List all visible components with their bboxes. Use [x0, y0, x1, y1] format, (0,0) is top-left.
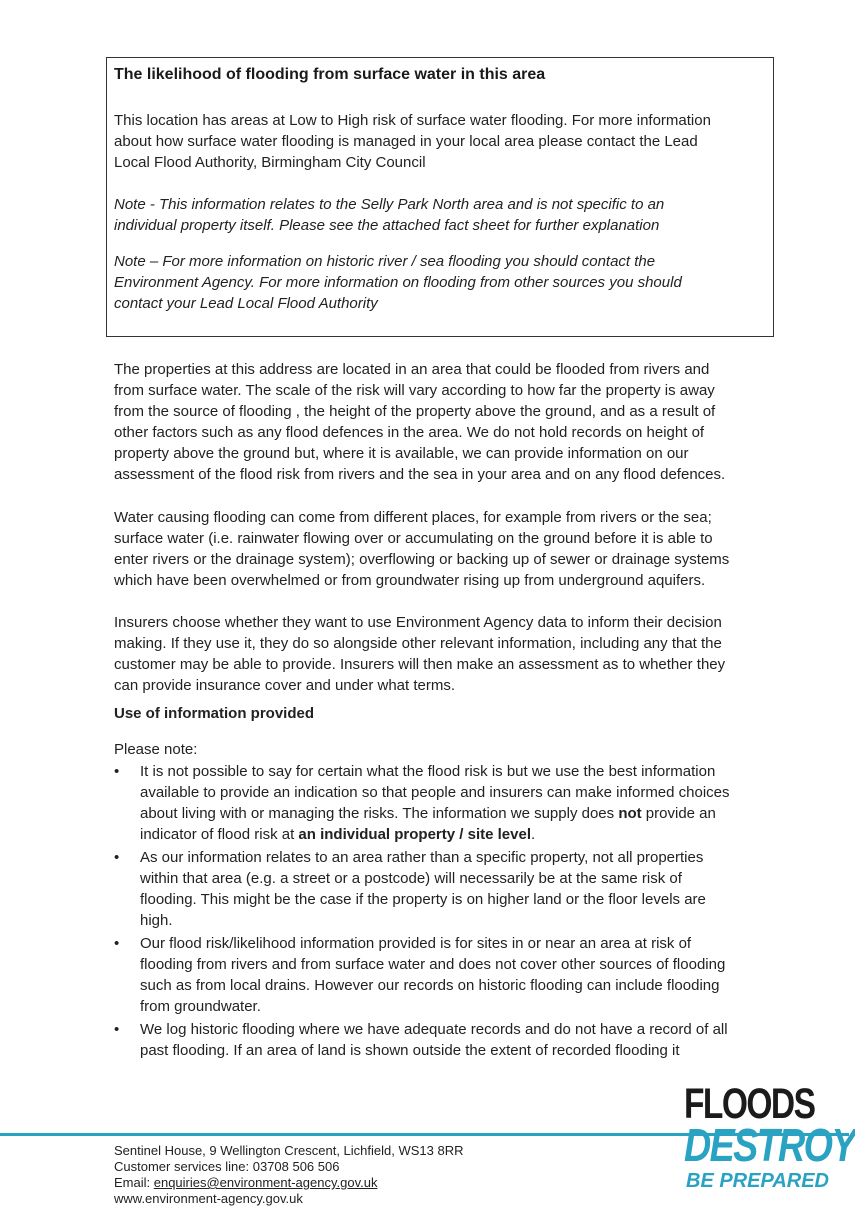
footer-email-line: [114, 1175, 464, 1191]
paragraph-flood-risk: [114, 359, 774, 485]
text-run: provide an: [641, 805, 716, 822]
text-line: enter rivers or the drainage system); overflowing or backing up of sewer or drainage systems: [114, 551, 730, 568]
text-line: high.: [140, 912, 173, 929]
text-line: from groundwater.: [140, 998, 261, 1015]
text-line: past flooding. If an area of land is shown outside the extent of recorded flooding it: [140, 1042, 680, 1059]
logo-line-3: BE PREPARED: [686, 1170, 829, 1192]
bullet-icon: •: [114, 763, 120, 780]
list-item: [114, 847, 774, 931]
email-label: Email:: [114, 1175, 154, 1190]
box-paragraph: [114, 110, 774, 173]
floods-destroy-logo: [684, 1080, 855, 1200]
text-line: available to provide an indication so that people and insurers can make informed choices: [140, 784, 730, 801]
bold-text: an individual property / site level: [298, 826, 531, 843]
text-line: contact your Lead Local Flood Authority: [114, 295, 378, 312]
text-line: assessment of the flood risk from rivers and the sea in your area and on any flood defences.: [114, 466, 726, 483]
footer-contact: [114, 1143, 464, 1207]
text-line: [140, 803, 774, 824]
text-line: flooding from rivers and from surface water and does not cover other sources of flooding: [140, 956, 726, 973]
list-item: [114, 761, 774, 845]
paragraph-water-sources: [114, 507, 774, 591]
text-line: [140, 824, 774, 845]
text-line: Our flood risk/likelihood information provided is for sites in or near an area at risk of: [140, 935, 692, 952]
text-line: The properties at this address are located in an area that could be flooded from rivers and: [114, 361, 710, 378]
email-link[interactable]: enquiries@environment-agency.gov.uk: [153, 1175, 378, 1190]
logo-line-2: DESTROY: [684, 1119, 855, 1171]
text-line: It is not possible to say for certain what the flood risk is but we use the best information: [140, 763, 716, 780]
list-item: [114, 1019, 774, 1061]
text-line: As our information relates to an area rather than a specific property, not all properties: [140, 849, 704, 866]
footer-phone: Customer services line: 03708 506 506: [114, 1159, 340, 1174]
text-line: such as from local drains. However our records on historic flooding can include flooding: [140, 977, 720, 994]
text-line: from surface water. The scale of the risk will vary according to how far the property is away: [114, 382, 715, 399]
text-run: .: [531, 826, 536, 843]
footer-address: Sentinel House, 9 Wellington Crescent, Lichfield, WS13 8RR: [114, 1143, 464, 1158]
bullet-list: [114, 761, 774, 1063]
text-line: Note - This information relates to the Selly Park North area and is not specific to an: [114, 196, 665, 213]
text-line: customer may be able to provide. Insurers will then make an assessment as to whether they: [114, 656, 726, 673]
text-line: Environment Agency. For more information on flooding from other sources you should: [114, 274, 682, 291]
text-line: Note – For more information on historic river / sea flooding you should contact the: [114, 253, 656, 270]
text-line: which have been overwhelmed or from groundwater rising up from underground aquifers.: [114, 572, 706, 589]
text-line: We log historic flooding where we have adequate records and do not have a record of all: [140, 1021, 728, 1038]
text-run: indicator of flood risk at: [140, 826, 299, 843]
text-line: Local Flood Authority, Birmingham City Council: [114, 154, 426, 171]
box-note-2: [114, 251, 774, 314]
text-line: flooding. This might be the case if the property is on higher land or the floor levels are: [140, 891, 706, 908]
please-note: Please note:: [114, 741, 198, 758]
text-line: can provide insurance cover and under what terms.: [114, 677, 456, 694]
text-line: property above the ground but, where it is available, we can provide information on our: [114, 445, 689, 462]
text-line: other factors such as any flood defences in the area. We do not hold records on height of: [114, 424, 705, 441]
bullet-icon: •: [114, 935, 120, 952]
text-line: Insurers choose whether they want to use Environment Agency data to inform their decision: [114, 614, 722, 631]
text-line: surface water (i.e. rainwater flowing over or accumulating on the ground before it is able to: [114, 530, 713, 547]
website-link[interactable]: www.environment-agency.gov.uk: [114, 1191, 303, 1206]
text-line: making. If they use it, they do so alongside other relevant information, including any that the: [114, 635, 722, 652]
bullet-icon: •: [114, 849, 120, 866]
paragraph-insurers: [114, 612, 774, 696]
text-line: within that area (e.g. a street or a postcode) will necessarily be at the same risk of: [140, 870, 682, 887]
text-line: from the source of flooding , the height of the property above the ground, and as a result of: [114, 403, 716, 420]
text-line: individual property itself. Please see the attached fact sheet for further explanation: [114, 217, 660, 234]
text-line: This location has areas at Low to High risk of surface water flooding. For more information: [114, 112, 711, 129]
box-title: The likelihood of flooding from surface water in this area: [114, 66, 546, 83]
text-line: Water causing flooding can come from different places, for example from rivers or the sea;: [114, 509, 712, 526]
list-item: [114, 933, 774, 1017]
section-heading: Use of information provided: [114, 705, 315, 722]
text-line: about how surface water flooding is managed in your local area please contact the Lead: [114, 133, 698, 150]
bullet-icon: •: [114, 1021, 120, 1038]
box-note-1: [114, 194, 774, 236]
text-run: about living with or managing the risks. The information we supply does: [140, 805, 619, 822]
bold-text: not: [618, 805, 642, 822]
logo-line-1: FLOODS: [684, 1080, 815, 1128]
